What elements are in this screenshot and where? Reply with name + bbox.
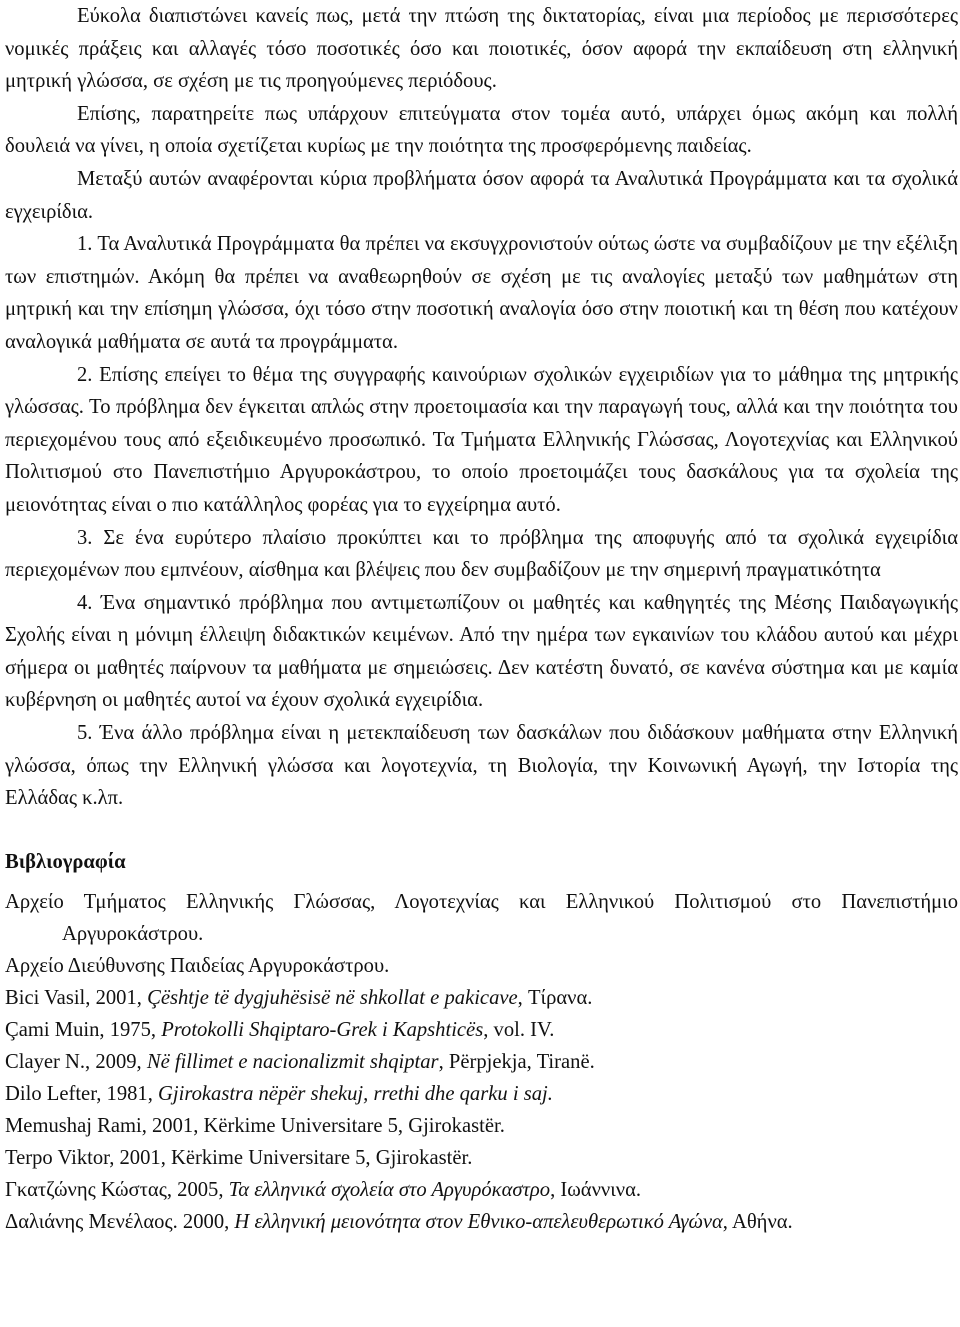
numbered-paragraph: 4. Ένα σημαντικό πρόβλημα που αντιμετωπίζουν οι μαθητές και καθηγητές της Μέσης Παιδαγωγικής Σχολής είναι η μόνιμη έλλειψη διδακτικών κειμένων. Από την ημέρα των εγκαινίων του κλάδου αυτού και μέχρι σήμερα οι μαθητές παίρνουν τα μαθήματα με σημειώσεις. Δεν κατέστη δυνατό, σε κανένα σύστημα και με καμία κυβέρνηση οι μαθητές αυτοί να έχουν σχολικά εγχειρίδια. xyxy=(5,591,958,712)
bibliography-entry: Memushaj Rami, 2001, Kërkime Universitare 5, Gjirokastër. xyxy=(5,1115,505,1138)
numbered-paragraph: 5. Ένα άλλο πρόβλημα είναι η μετεκπαίδευση των δασκάλων που διδάσκουν μαθήματα στην Ελληνική γλώσσα, όπως την Ελληνική γλώσσα και λογοτεχνία, τη Βιολογία, την Κοινωνική Αγωγή, την Ιστορία της Ελλάδας κ.λπ. xyxy=(5,722,958,810)
bibliography-entry: Γκατζώνης Κώστας, 2005, Τα ελληνικά σχολεία στο Αργυρόκαστρο, Ιωάννινα. xyxy=(5,1179,642,1202)
bibliography-entry: Çami Muin, 1975, Protokolli Shqiptaro-Grek i Kapshticës, vol. IV. xyxy=(5,1019,555,1042)
bibliography-list xyxy=(5,886,958,1238)
bibliography-entry: Clayer N., 2009, Në fillimet e nacionalizmit shqiptar, Përpjekja, Tiranë. xyxy=(5,1051,595,1074)
numbered-paragraph: 1. Τα Αναλυτικά Προγράμματα θα πρέπει να εκσυγχρονιστούν ούτως ώστε να συμβαδίζουν με την εξέλιξη των επιστημών. Ακόμη θα πρέπει να αναθεωρηθούν σε σχέση με τις αναλογίες μεταξύ των μαθημάτων στη μητρική και την επίσημη γλώσσα, όχι τόσο στην ποσοτική αναλογία όσο στην ποιοτική και τη θέση που κατέχουν αναλογικά μαθήματα σε αυτά τα προγράμματα. xyxy=(5,233,958,353)
body-paragraph: Επίσης, παρατηρείτε πως υπάρχουν επιτεύγματα στον τομέα αυτό, υπάρχει όμως ακόμη και πολλή δουλειά να γίνει, η οποία σχετίζεται κυρίως με την ποιότητα της προσφερόμενης παιδείας. xyxy=(5,102,958,158)
numbered-paragraph: 3. Σε ένα ευρύτερο πλαίσιο προκύπτει και το πρόβλημα της αποφυγής από τα σχολικά εγχειρίδια περιεχομένων που εμπνέουν, αίσθημα και βλέψεις που δεν συμβαδίζουν με την σημερινή πραγματικότητα xyxy=(5,526,958,582)
bibliography-entry: Terpo Viktor, 2001, Kërkime Universitare 5, Gjirokastër. xyxy=(5,1147,473,1170)
document-page xyxy=(5,0,958,1238)
body-paragraph: Εύκολα διαπιστώνει κανείς πως, μετά την πτώση της δικτατορίας, είναι μια περίοδος με περισσότερες νομικές πράξεις και αλλαγές τόσο ποσοτικές όσο και ποιοτικές, όσον αφορά την εκπαίδευση στη ελληνική μητρική γλώσσα, σε σχέση με τις προηγούμενες περιόδους. xyxy=(5,5,958,93)
bibliography-entry: Αρχείο Διεύθυνσης Παιδείας Αργυροκάστρου. xyxy=(5,955,390,978)
bibliography-entry: Δαλιάνης Μενέλαος. 2000, Η ελληνική μειονότητα στον Εθνικο-απελευθερωτικό Αγώνα, Αθήνα. xyxy=(5,1211,793,1234)
body-paragraph: Μεταξύ αυτών αναφέρονται κύρια προβλήματα όσον αφορά τα Αναλυτικά Προγράμματα και τα σχολικά εγχειρίδια. xyxy=(5,167,958,223)
bibliography-entry: Dilo Lefter, 1981, Gjirokastra nëpër shekuj, rrethi dhe qarku i saj. xyxy=(5,1083,553,1106)
bibliography-entry: Αρχείο Τμήματος Ελληνικής Γλώσσας, Λογοτεχνίας και Ελληνικού Πολιτισμού στο Πανεπιστήμιο Αργυροκάστρου. xyxy=(5,891,958,946)
bibliography-entry: Bici Vasil, 2001, Çështje të dygjuhësisë në shkollat e pakicave, Τίρανα. xyxy=(5,987,593,1010)
bibliography-heading: Βιβλιογραφία xyxy=(5,850,126,873)
numbered-paragraph: 2. Επίσης επείγει το θέμα της συγγραφής καινούριων σχολικών εγχειριδίων για το μάθημα της μητρικής γλώσσας. Το πρόβλημα δεν έγκειται απλώς στην προετοιμασία και την παραγωγή τους, αλλά και την ποιότητα του περιεχομένου τους από εξειδικευμένο προσωπικό. Τα Τμήματα Ελληνικής Γλώσσας, Λογοτεχνίας και Ελληνικού Πολιτισμού στο Πανεπιστήμιο Αργυροκάστρου, το οποίο προετοιμάζει τους δασκάλους για τα σχολεία της μειονότητας είναι ο πιο κατάλληλος φορέας για το εγχείρημα αυτό. xyxy=(5,363,958,516)
